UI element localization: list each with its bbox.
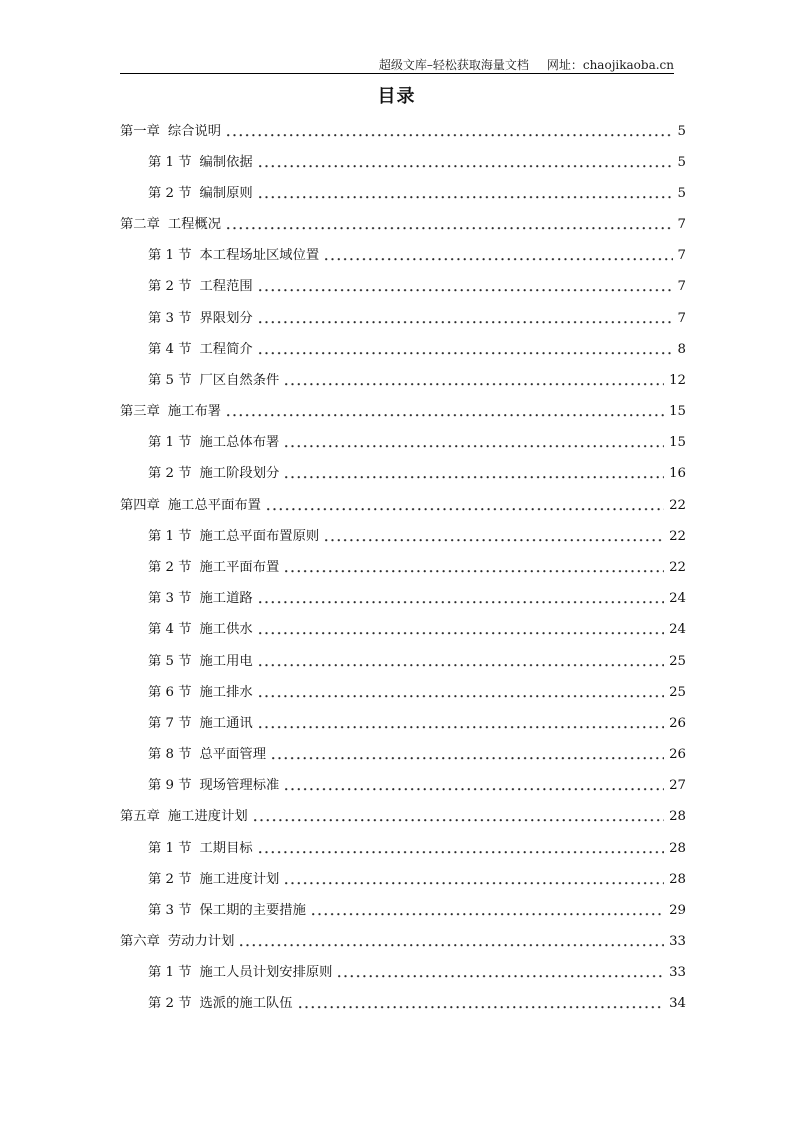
toc-page-number: 5 bbox=[677, 123, 686, 139]
toc-dot-leader bbox=[259, 345, 673, 355]
toc-entry-label: 第 4 节 bbox=[148, 341, 192, 357]
toc-page-number: 26 bbox=[669, 747, 686, 763]
toc-section-row bbox=[120, 303, 686, 334]
toc-dot-leader bbox=[227, 220, 672, 230]
toc-chapter-row bbox=[120, 210, 686, 241]
toc-section-row bbox=[120, 241, 686, 272]
toc-entry-label: 第 8 节 bbox=[148, 747, 192, 763]
toc-dot-leader bbox=[259, 719, 664, 729]
toc-entry-title: 工程范围 bbox=[199, 279, 253, 295]
toc-page-number: 7 bbox=[677, 248, 686, 264]
toc-section-row bbox=[120, 521, 686, 552]
toc-dot-leader bbox=[259, 282, 673, 292]
toc-entry-title: 工期目标 bbox=[199, 840, 253, 856]
toc-section-row bbox=[120, 708, 686, 739]
toc-entry-label: 第 3 节 bbox=[148, 591, 192, 607]
toc-dot-leader bbox=[272, 750, 664, 760]
toc-dot-leader bbox=[259, 657, 664, 667]
toc-entry-label: 第 2 节 bbox=[148, 996, 192, 1012]
toc-entry-title: 劳动力计划 bbox=[167, 934, 235, 950]
toc-page-number: 5 bbox=[677, 185, 686, 201]
toc-entry-title: 保工期的主要措施 bbox=[199, 902, 306, 918]
toc-entry-label: 第 1 节 bbox=[148, 248, 192, 264]
toc-dot-leader bbox=[285, 563, 664, 573]
toc-page-number: 33 bbox=[669, 934, 686, 950]
toc-dot-leader bbox=[285, 376, 664, 386]
toc-entry-title: 编制原则 bbox=[199, 185, 253, 201]
toc-entry-label: 第 6 节 bbox=[148, 684, 192, 700]
toc-chapter-row bbox=[120, 490, 686, 521]
toc-entry-label: 第一章 bbox=[120, 123, 160, 139]
toc-section-row bbox=[120, 989, 686, 1020]
toc-dot-leader bbox=[259, 688, 664, 698]
toc-entry-label: 第五章 bbox=[120, 809, 160, 825]
toc-entry-title: 本工程场址区域位置 bbox=[199, 248, 320, 264]
toc-entry-title: 总平面管理 bbox=[199, 747, 266, 763]
toc-page-number: 28 bbox=[669, 809, 686, 825]
toc-dot-leader bbox=[259, 625, 664, 635]
toc-entry-label: 第 7 节 bbox=[148, 715, 192, 731]
toc-entry-title: 施工用电 bbox=[199, 653, 253, 669]
toc-entry-label: 第 9 节 bbox=[148, 778, 192, 794]
toc-entry-title: 施工阶段划分 bbox=[199, 466, 280, 482]
toc-page-number: 26 bbox=[669, 715, 686, 731]
toc-entry-title: 施工人员计划安排原则 bbox=[199, 965, 333, 981]
toc-section-row bbox=[120, 739, 686, 770]
toc-dot-leader bbox=[227, 407, 664, 417]
toc-page-number: 15 bbox=[669, 404, 686, 420]
toc-entry-label: 第 5 节 bbox=[148, 653, 192, 669]
toc-entry-title: 工程概况 bbox=[167, 217, 222, 233]
toc-chapter-row bbox=[120, 802, 686, 833]
toc-entry-title: 施工道路 bbox=[199, 591, 253, 607]
toc-page-number: 28 bbox=[669, 871, 686, 887]
toc-dot-leader bbox=[259, 594, 664, 604]
toc-dot-leader bbox=[227, 127, 672, 137]
toc-entry-title: 施工进度计划 bbox=[167, 809, 248, 825]
toc-chapter-row bbox=[120, 397, 686, 428]
toc-section-row bbox=[120, 958, 686, 989]
toc-page-number: 27 bbox=[669, 778, 686, 794]
toc-page-number: 25 bbox=[669, 684, 686, 700]
toc-entry-title: 施工平面布置 bbox=[199, 559, 280, 575]
toc-entry-title: 施工布署 bbox=[167, 404, 222, 420]
toc-page-number: 22 bbox=[669, 559, 686, 575]
toc-page-number: 16 bbox=[669, 466, 686, 482]
toc-dot-leader bbox=[285, 469, 664, 479]
toc-entry-title: 现场管理标准 bbox=[199, 778, 280, 794]
toc-dot-leader bbox=[259, 189, 673, 199]
toc-entry-label: 第 2 节 bbox=[148, 871, 192, 887]
toc-entry-title: 施工供水 bbox=[199, 622, 253, 638]
toc-page-number: 22 bbox=[669, 497, 686, 513]
toc-dot-leader bbox=[259, 844, 664, 854]
toc-section-row bbox=[120, 365, 686, 396]
toc-entry-label: 第 3 节 bbox=[148, 902, 192, 918]
toc-dot-leader bbox=[259, 314, 673, 324]
toc-section-row bbox=[120, 864, 686, 895]
page-title: 目录 bbox=[377, 86, 416, 107]
toc-section-row bbox=[120, 833, 686, 864]
toc-entry-title: 综合说明 bbox=[167, 123, 222, 139]
toc-section-row bbox=[120, 334, 686, 365]
toc-page-number: 33 bbox=[669, 965, 686, 981]
toc-entry-title: 工程简介 bbox=[199, 341, 253, 357]
toc-page-number: 22 bbox=[669, 528, 686, 544]
toc-entry-label: 第 1 节 bbox=[148, 435, 192, 451]
toc-chapter-row bbox=[120, 116, 686, 147]
toc-entry-label: 第三章 bbox=[120, 404, 160, 420]
table-of-contents bbox=[120, 116, 686, 1020]
toc-entry-label: 第 2 节 bbox=[148, 466, 192, 482]
toc-section-row bbox=[120, 646, 686, 677]
toc-dot-leader bbox=[285, 781, 664, 791]
toc-section-row bbox=[120, 677, 686, 708]
toc-dot-leader bbox=[285, 875, 664, 885]
toc-entry-label: 第 2 节 bbox=[148, 559, 192, 575]
toc-page-number: 29 bbox=[669, 902, 686, 918]
toc-dot-leader bbox=[254, 812, 664, 822]
toc-entry-title: 施工排水 bbox=[199, 684, 253, 700]
toc-entry-label: 第四章 bbox=[120, 497, 160, 513]
toc-entry-title: 选派的施工队伍 bbox=[199, 996, 293, 1012]
toc-page-number: 5 bbox=[677, 154, 686, 170]
toc-entry-label: 第 1 节 bbox=[148, 965, 192, 981]
toc-entry-title: 施工总平面布置 bbox=[167, 497, 261, 513]
toc-entry-title: 施工进度计划 bbox=[199, 871, 280, 887]
toc-entry-title: 界限划分 bbox=[199, 310, 253, 326]
toc-page-number: 7 bbox=[677, 310, 686, 326]
toc-dot-leader bbox=[338, 968, 664, 978]
toc-page-number: 7 bbox=[677, 279, 686, 295]
toc-entry-title: 施工总体布署 bbox=[199, 435, 280, 451]
toc-entry-label: 第 1 节 bbox=[148, 154, 192, 170]
toc-section-row bbox=[120, 178, 686, 209]
toc-entry-label: 第 2 节 bbox=[148, 185, 192, 201]
header-site-text: 超级文库–轻松获取海量文档 bbox=[378, 58, 529, 72]
toc-page-number: 15 bbox=[669, 435, 686, 451]
toc-section-row bbox=[120, 771, 686, 802]
toc-page-number: 8 bbox=[677, 341, 686, 357]
toc-entry-title: 厂区自然条件 bbox=[199, 372, 280, 388]
toc-section-row bbox=[120, 584, 686, 615]
toc-entry-label: 第 4 节 bbox=[148, 622, 192, 638]
toc-page-number: 12 bbox=[669, 372, 686, 388]
toc-section-row bbox=[120, 147, 686, 178]
toc-section-row bbox=[120, 272, 686, 303]
toc-entry-label: 第 3 节 bbox=[148, 310, 192, 326]
toc-dot-leader bbox=[325, 532, 664, 542]
toc-page-number: 34 bbox=[669, 996, 686, 1012]
toc-page-number: 25 bbox=[669, 653, 686, 669]
toc-entry-label: 第 2 节 bbox=[148, 279, 192, 295]
toc-dot-leader bbox=[312, 906, 664, 916]
toc-entry-label: 第 1 节 bbox=[148, 528, 192, 544]
toc-page-number: 28 bbox=[669, 840, 686, 856]
toc-page-number: 7 bbox=[677, 217, 686, 233]
toc-dot-leader bbox=[240, 937, 664, 947]
toc-entry-label: 第二章 bbox=[120, 217, 160, 233]
toc-page-number: 24 bbox=[669, 591, 686, 607]
toc-entry-label: 第 1 节 bbox=[148, 840, 192, 856]
toc-dot-leader bbox=[267, 501, 664, 511]
header-rule bbox=[120, 73, 674, 74]
toc-entry-title: 施工通讯 bbox=[199, 715, 253, 731]
toc-dot-leader bbox=[285, 438, 664, 448]
toc-entry-title: 编制依据 bbox=[199, 154, 253, 170]
toc-entry-label: 第六章 bbox=[120, 934, 160, 950]
header-url-text: 网址：chaojikaoba.cn bbox=[546, 58, 674, 72]
toc-page-number: 24 bbox=[669, 622, 686, 638]
toc-dot-leader bbox=[259, 158, 673, 168]
toc-section-row bbox=[120, 895, 686, 926]
toc-entry-label: 第 5 节 bbox=[148, 372, 192, 388]
toc-chapter-row bbox=[120, 926, 686, 957]
toc-entry-title: 施工总平面布置原则 bbox=[199, 528, 320, 544]
page-header bbox=[379, 57, 674, 73]
toc-dot-leader bbox=[299, 999, 664, 1009]
toc-section-row bbox=[120, 459, 686, 490]
toc-section-row bbox=[120, 552, 686, 583]
toc-section-row bbox=[120, 615, 686, 646]
toc-dot-leader bbox=[325, 251, 672, 261]
toc-section-row bbox=[120, 428, 686, 459]
